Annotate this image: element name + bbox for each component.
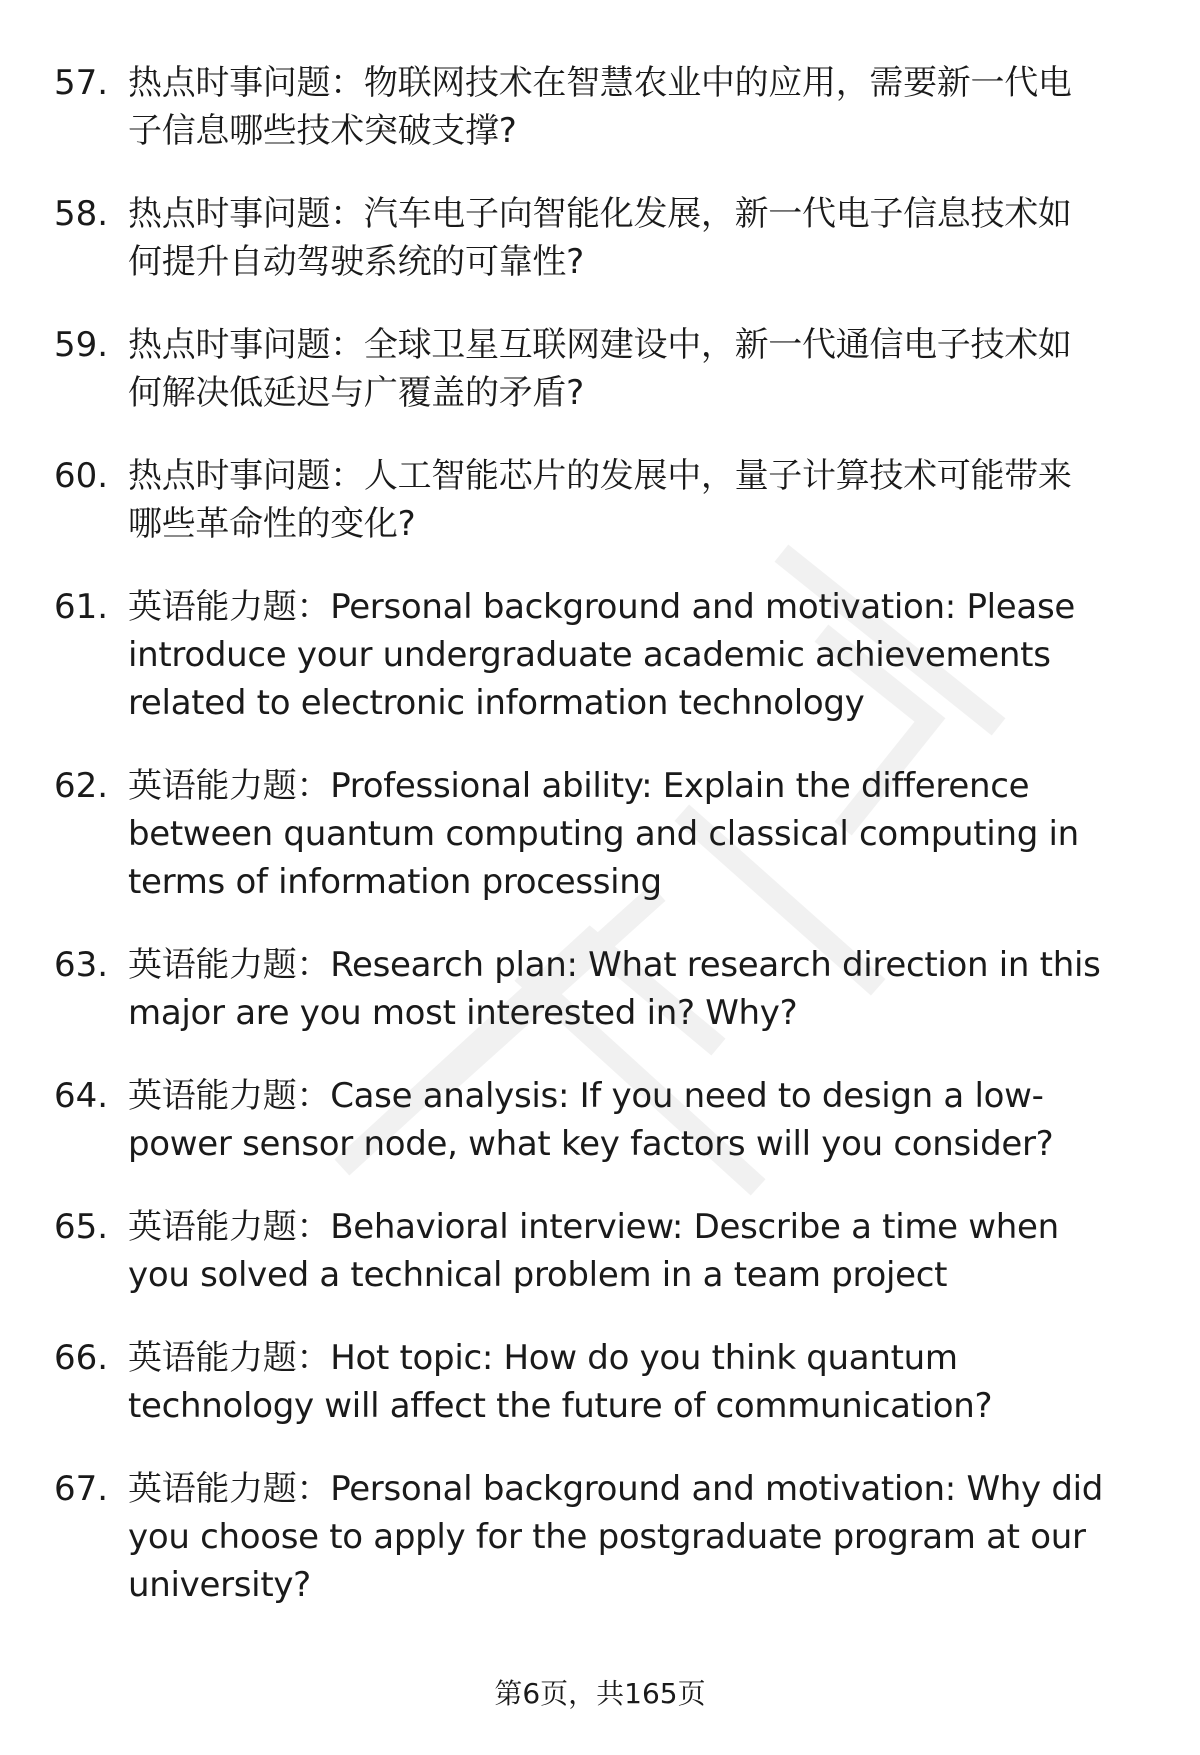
question-text-line: 何提升自动驾驶系统的可靠性? (128, 242, 584, 282)
question-text (128, 1334, 1200, 1430)
question-number: 64. (54, 1076, 109, 1116)
question-text-line: 英语能力题：Personal background and motivation: Why did (128, 1469, 1104, 1509)
question-text (128, 190, 1200, 286)
question-text-line: introduce your undergraduate academic achievements (128, 635, 1051, 675)
question-text (128, 321, 1200, 417)
question-text-line: 英语能力题：Behavioral interview: Describe a time when (128, 1207, 1059, 1247)
question-text-line: between quantum computing and classical computing in (128, 814, 1079, 854)
question-number: 58. (54, 194, 109, 234)
question-item (0, 1465, 1200, 1609)
question-item (0, 190, 1200, 286)
question-number: 66. (54, 1338, 109, 1378)
page-footer: 第6页，共165页 (494, 1677, 706, 1710)
question-number: 57. (54, 63, 109, 103)
question-text (128, 762, 1200, 906)
question-number: 65. (54, 1207, 109, 1247)
question-text-line: 热点时事问题：汽车电子向智能化发展，新一代电子信息技术如 (128, 194, 1072, 234)
question-text-line: you choose to apply for the postgraduate program at our (128, 1517, 1086, 1557)
question-text-line: 热点时事问题：全球卫星互联网建设中，新一代通信电子技术如 (128, 325, 1072, 365)
question-text-line: 英语能力题：Research plan: What research direction in this (128, 945, 1101, 985)
question-text-line: 哪些革命性的变化? (128, 504, 416, 544)
question-number: 61. (54, 587, 109, 627)
question-item (0, 1334, 1200, 1430)
question-text (128, 1072, 1200, 1168)
question-text-line: 英语能力题：Professional ability: Explain the difference (128, 766, 1030, 806)
question-text (128, 583, 1200, 727)
question-text-line: 英语能力题：Hot topic: How do you think quantum (128, 1338, 958, 1378)
question-text-line: university? (128, 1565, 311, 1605)
question-text (128, 452, 1200, 548)
question-number: 63. (54, 945, 109, 985)
question-item (0, 1203, 1200, 1299)
question-item (0, 59, 1200, 155)
question-item (0, 762, 1200, 906)
question-number: 59. (54, 325, 109, 365)
question-list (0, 59, 1200, 1644)
question-number: 67. (54, 1469, 109, 1509)
question-text-line: 英语能力题：Personal background and motivation: Please (128, 587, 1075, 627)
question-text-line: power sensor node, what key factors will you consider? (128, 1124, 1054, 1164)
question-text-line: 何解决低延迟与广覆盖的矛盾? (128, 373, 584, 413)
question-text (128, 941, 1200, 1037)
question-text-line: you solved a technical problem in a team project (128, 1255, 948, 1295)
question-text-line: 英语能力题：Case analysis: If you need to design a low- (128, 1076, 1044, 1116)
question-number: 60. (54, 456, 109, 496)
question-text (128, 1465, 1200, 1609)
question-text-line: 子信息哪些技术突破支撑? (128, 111, 517, 151)
question-text (128, 59, 1200, 155)
question-item (0, 321, 1200, 417)
question-text-line: related to electronic information technology (128, 683, 865, 723)
question-text-line: technology will affect the future of communication? (128, 1386, 993, 1426)
question-text-line: 热点时事问题：物联网技术在智慧农业中的应用，需要新一代电 (128, 63, 1072, 103)
question-item (0, 1072, 1200, 1168)
question-item (0, 452, 1200, 548)
question-item (0, 941, 1200, 1037)
question-text-line: terms of information processing (128, 862, 662, 902)
question-text (128, 1203, 1200, 1299)
question-number: 62. (54, 766, 109, 806)
question-text-line: 热点时事问题：人工智能芯片的发展中，量子计算技术可能带来 (128, 456, 1072, 496)
question-item (0, 583, 1200, 727)
question-text-line: major are you most interested in? Why? (128, 993, 798, 1033)
